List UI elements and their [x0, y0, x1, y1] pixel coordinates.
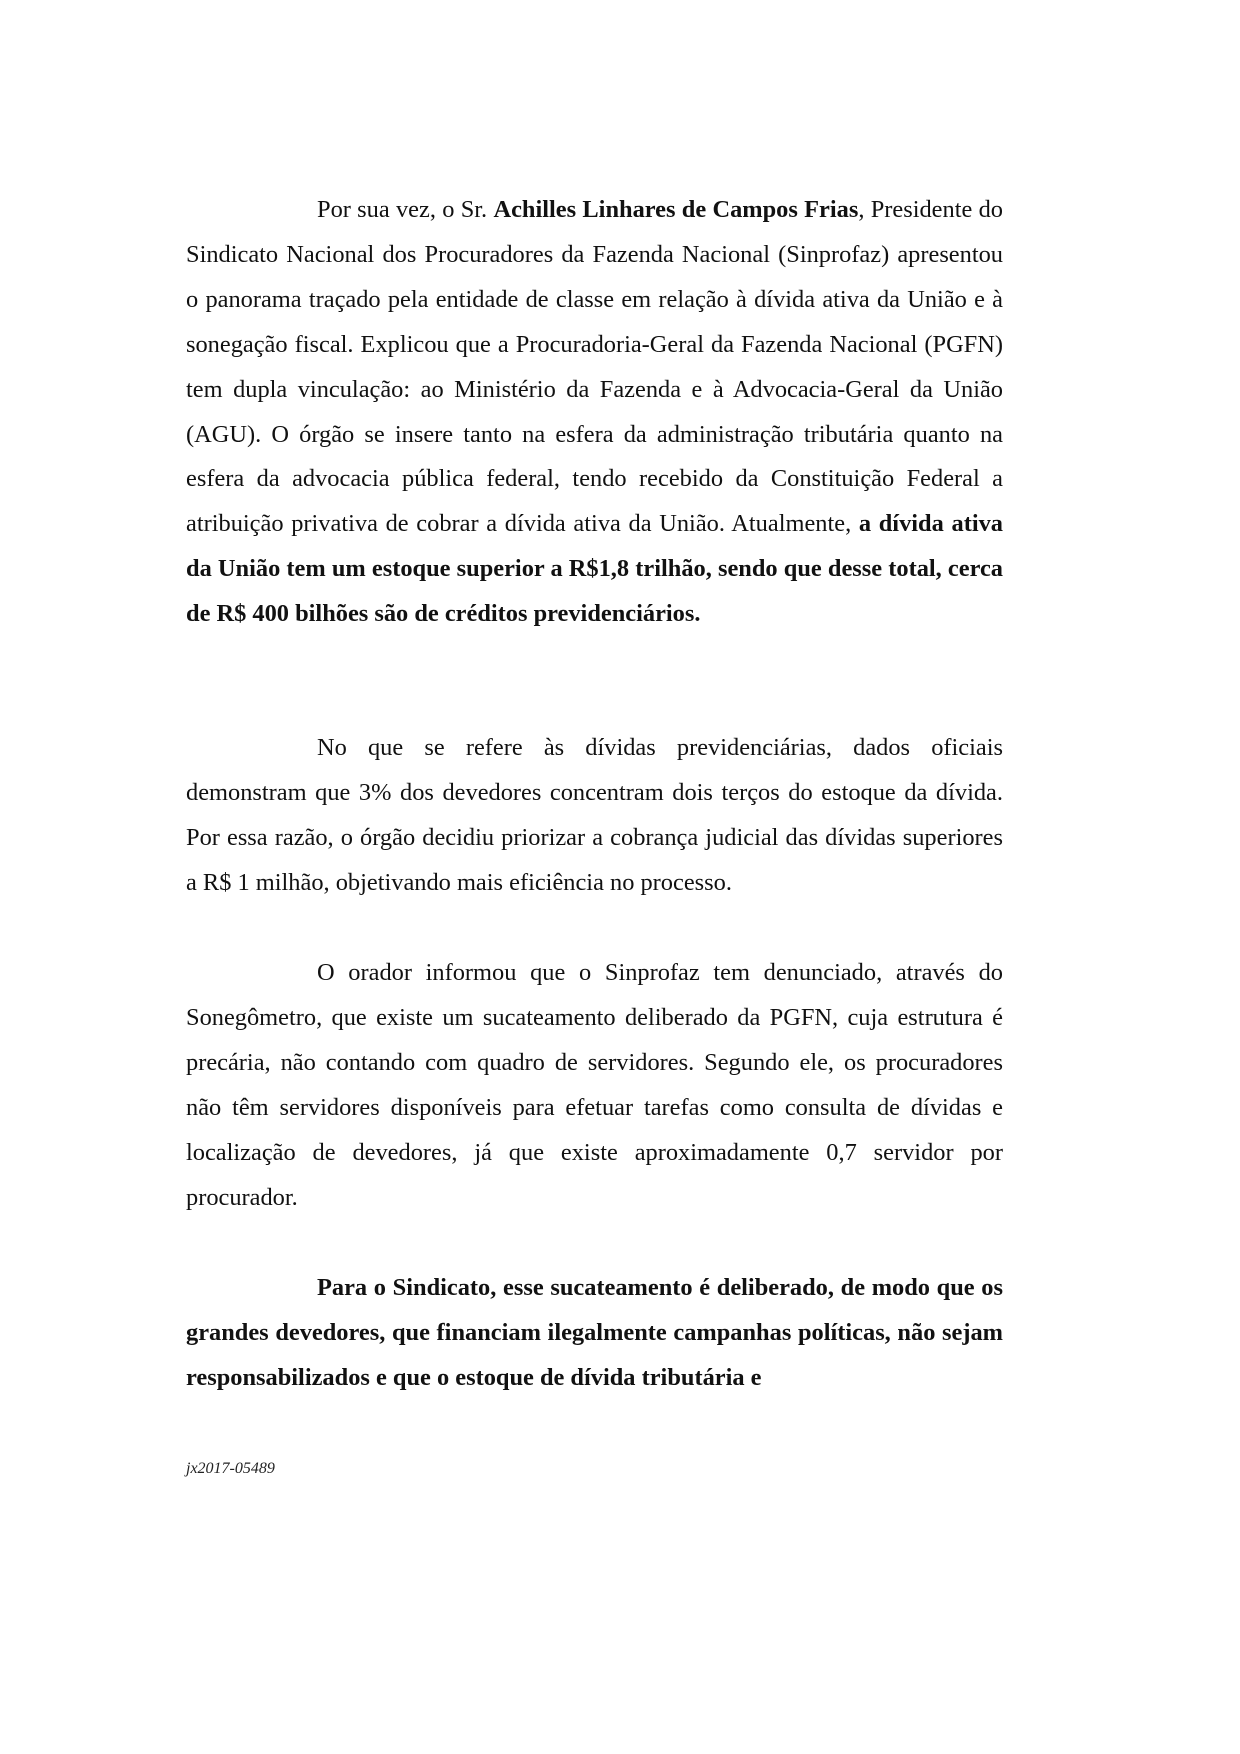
paragraph-dividas-previdenciarias	[186, 726, 1003, 906]
paragraph-sucateamento	[186, 1266, 1003, 1401]
paragraph-achilles-frias	[186, 188, 1003, 637]
highlight-sucateamento: Para o Sindicato, esse sucateamento é deliberado, de modo que os grandes devedores, que financiam ilegalmente campanhas políticas, não sejam responsabilizados e que o estoque de dívida tributária e	[186, 1274, 1003, 1391]
highlight-divida-ativa: a dívida ativa da União tem um estoque superior a R$1,8 trilhão, sendo que desse total, cerca de R$ 400 bilhões são de créditos previdenciários.	[186, 510, 1003, 628]
text-run: , Presidente do Sindicato Nacional dos Procuradores da Fazenda Nacional (Sinprofaz) apresentou o panorama traçado pela entidade de classe em relação à dívida ativa da União e à sonegação fiscal. Explicou que a Procuradoria-Geral da Fazenda Nacional (PGFN) tem dupla vinculação: ao Ministério da Fazenda e à Advocacia-Geral da União (AGU). O órgão se insere tanto na esfera da administração tributária quanto na esfera da advocacia pública federal, tendo recebido da Constituição Federal a atribuição privativa de cobrar a dívida ativa da União. Atualmente,	[186, 196, 1003, 538]
document-code: jx2017-05489	[186, 1460, 275, 1477]
text-run: Por sua vez, o Sr.	[317, 196, 494, 223]
paragraph-sonegometro	[186, 951, 1003, 1220]
text-run: No que se refere às dívidas previdenciárias, dados oficiais demonstram que 3% dos devedores concentram dois terços do estoque da dívida. Por essa razão, o órgão decidiu priorizar a cobrança judicial das dívidas superiores a R$ 1 milhão, objetivando mais eficiência no processo.	[186, 734, 1003, 896]
speaker-name: Achilles Linhares de Campos Frias	[493, 196, 859, 223]
text-run: O orador informou que o Sinprofaz tem denunciado, através do Sonegômetro, que existe um sucateamento deliberado da PGFN, cuja estrutura é precária, não contando com quadro de servidores. Segundo ele, os procuradores não têm servidores disponíveis para efetuar tarefas como consulta de dívidas e localização de devedores, já que existe aproximadamente 0,7 servidor por procurador.	[186, 959, 1003, 1211]
